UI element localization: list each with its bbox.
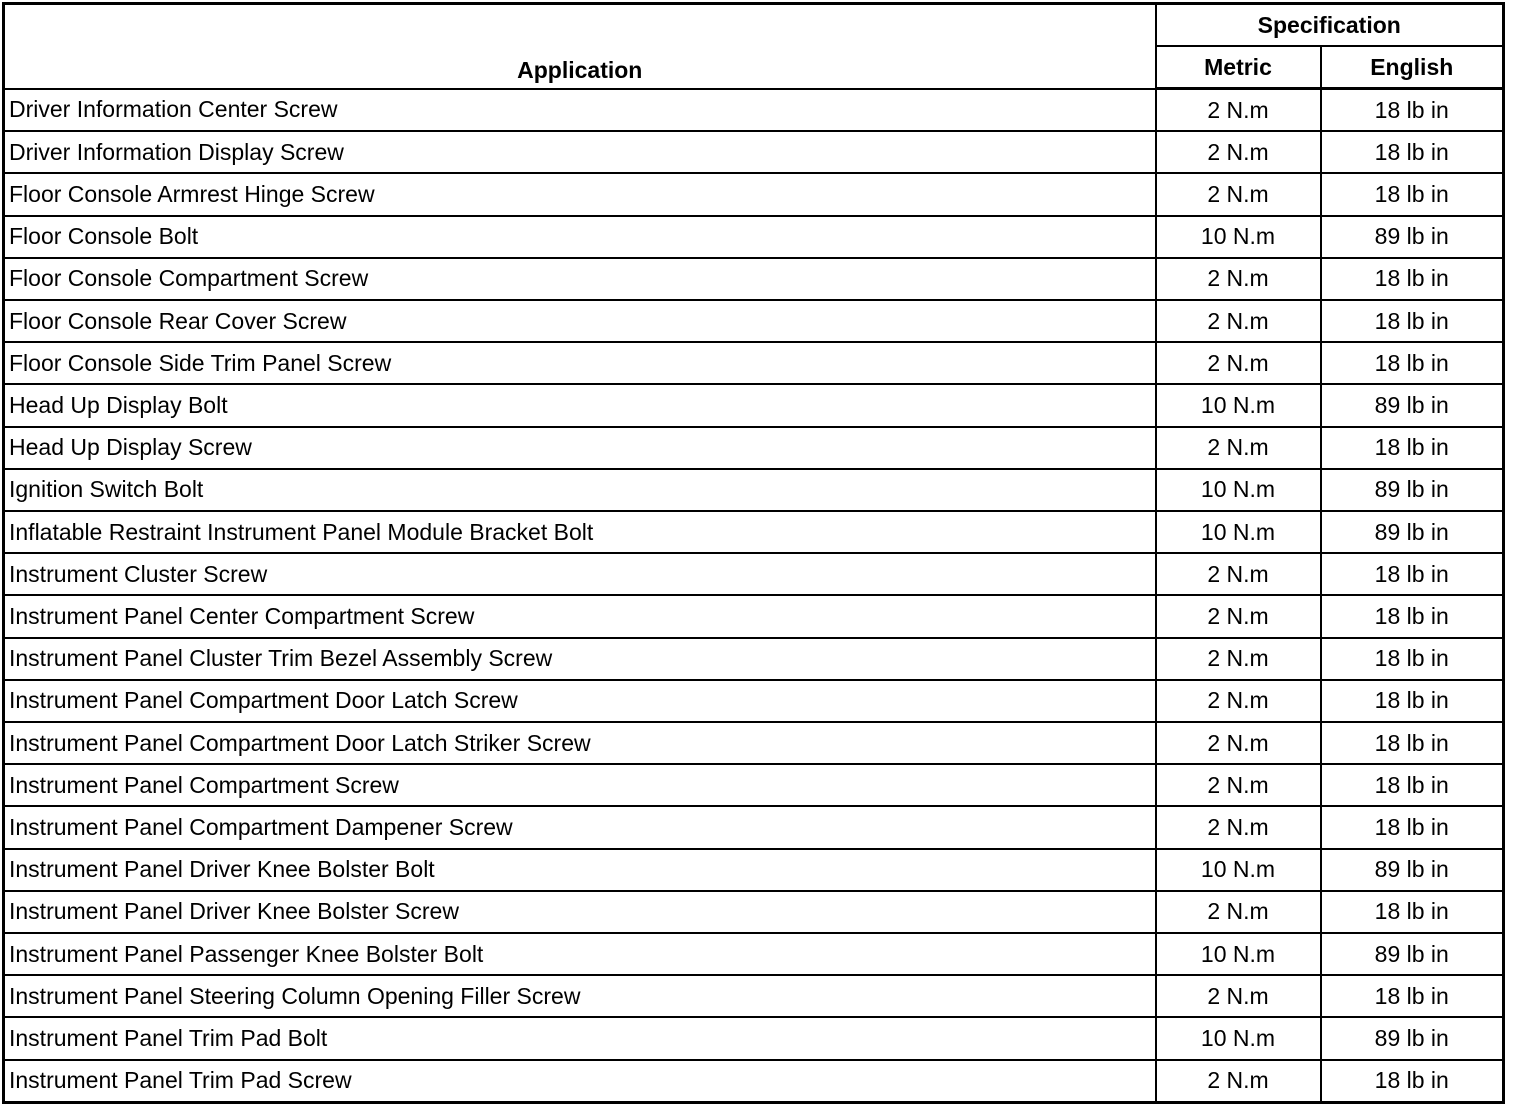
metric-cell: 10 N.m (1156, 216, 1321, 258)
application-cell: Instrument Panel Compartment Door Latch Striker Screw (4, 722, 1156, 764)
metric-cell: 2 N.m (1156, 975, 1321, 1017)
application-cell: Instrument Panel Compartment Door Latch Screw (4, 680, 1156, 722)
table-row (4, 891, 1504, 933)
metric-cell: 2 N.m (1156, 300, 1321, 342)
table-row (4, 131, 1504, 173)
english-cell: 89 lb in (1321, 511, 1504, 553)
metric-cell: 2 N.m (1156, 1060, 1321, 1103)
english-cell: 18 lb in (1321, 595, 1504, 637)
english-cell: 18 lb in (1321, 300, 1504, 342)
english-header: English (1321, 46, 1504, 89)
metric-cell: 10 N.m (1156, 384, 1321, 426)
english-cell: 89 lb in (1321, 1017, 1504, 1059)
metric-cell: 2 N.m (1156, 891, 1321, 933)
english-cell: 18 lb in (1321, 1060, 1504, 1103)
metric-cell: 2 N.m (1156, 595, 1321, 637)
metric-cell: 2 N.m (1156, 89, 1321, 132)
metric-cell: 2 N.m (1156, 131, 1321, 173)
metric-cell: 2 N.m (1156, 258, 1321, 300)
application-cell: Instrument Panel Compartment Screw (4, 764, 1156, 806)
metric-cell: 10 N.m (1156, 469, 1321, 511)
application-cell: Instrument Panel Trim Pad Bolt (4, 1017, 1156, 1059)
english-cell: 18 lb in (1321, 764, 1504, 806)
application-cell: Instrument Panel Cluster Trim Bezel Assembly Screw (4, 638, 1156, 680)
metric-header: Metric (1156, 46, 1321, 89)
metric-cell: 2 N.m (1156, 342, 1321, 384)
english-cell: 89 lb in (1321, 469, 1504, 511)
metric-cell: 10 N.m (1156, 1017, 1321, 1059)
application-cell: Floor Console Compartment Screw (4, 258, 1156, 300)
english-cell: 89 lb in (1321, 216, 1504, 258)
metric-cell: 2 N.m (1156, 427, 1321, 469)
english-cell: 89 lb in (1321, 384, 1504, 426)
metric-cell: 2 N.m (1156, 638, 1321, 680)
application-cell: Instrument Panel Center Compartment Screw (4, 595, 1156, 637)
english-cell: 18 lb in (1321, 975, 1504, 1017)
application-cell: Instrument Panel Steering Column Opening Filler Screw (4, 975, 1156, 1017)
application-cell: Inflatable Restraint Instrument Panel Module Bracket Bolt (4, 511, 1156, 553)
table-row (4, 173, 1504, 215)
table-row (4, 806, 1504, 848)
application-cell: Instrument Panel Driver Knee Bolster Screw (4, 891, 1156, 933)
english-cell: 18 lb in (1321, 638, 1504, 680)
table-row (4, 722, 1504, 764)
metric-cell: 2 N.m (1156, 173, 1321, 215)
application-cell: Floor Console Armrest Hinge Screw (4, 173, 1156, 215)
table-header (4, 4, 1504, 89)
english-cell: 18 lb in (1321, 131, 1504, 173)
table-row (4, 764, 1504, 806)
english-cell: 18 lb in (1321, 89, 1504, 132)
table-row (4, 216, 1504, 258)
torque-spec-table (2, 2, 1505, 1104)
metric-cell: 2 N.m (1156, 764, 1321, 806)
metric-cell: 2 N.m (1156, 680, 1321, 722)
table-row (4, 427, 1504, 469)
english-cell: 89 lb in (1321, 849, 1504, 891)
english-cell: 18 lb in (1321, 258, 1504, 300)
table-row (4, 680, 1504, 722)
english-cell: 18 lb in (1321, 806, 1504, 848)
english-cell: 18 lb in (1321, 553, 1504, 595)
table-row (4, 511, 1504, 553)
table-row (4, 849, 1504, 891)
english-cell: 18 lb in (1321, 891, 1504, 933)
metric-cell: 2 N.m (1156, 722, 1321, 764)
english-cell: 18 lb in (1321, 680, 1504, 722)
application-cell: Floor Console Side Trim Panel Screw (4, 342, 1156, 384)
specification-header: Specification (1156, 4, 1504, 47)
english-cell: 18 lb in (1321, 342, 1504, 384)
english-cell: 18 lb in (1321, 722, 1504, 764)
metric-cell: 2 N.m (1156, 806, 1321, 848)
application-cell: Instrument Panel Driver Knee Bolster Bolt (4, 849, 1156, 891)
english-cell: 18 lb in (1321, 173, 1504, 215)
table-row (4, 595, 1504, 637)
application-cell: Head Up Display Screw (4, 427, 1156, 469)
english-cell: 18 lb in (1321, 427, 1504, 469)
table-row (4, 258, 1504, 300)
table-row (4, 342, 1504, 384)
application-cell: Driver Information Center Screw (4, 89, 1156, 132)
application-cell: Instrument Panel Compartment Dampener Screw (4, 806, 1156, 848)
application-cell: Instrument Panel Passenger Knee Bolster Bolt (4, 933, 1156, 975)
application-cell: Ignition Switch Bolt (4, 469, 1156, 511)
table-row (4, 384, 1504, 426)
metric-cell: 2 N.m (1156, 553, 1321, 595)
table-row (4, 1017, 1504, 1059)
metric-cell: 10 N.m (1156, 933, 1321, 975)
header-row-top (4, 4, 1504, 47)
english-cell: 89 lb in (1321, 933, 1504, 975)
table-row (4, 89, 1504, 132)
table-row (4, 1060, 1504, 1103)
application-cell: Floor Console Rear Cover Screw (4, 300, 1156, 342)
application-cell: Driver Information Display Screw (4, 131, 1156, 173)
table-row (4, 638, 1504, 680)
table-row (4, 469, 1504, 511)
metric-cell: 10 N.m (1156, 511, 1321, 553)
table-row (4, 975, 1504, 1017)
table-body (4, 89, 1504, 1103)
metric-cell: 10 N.m (1156, 849, 1321, 891)
application-cell: Instrument Panel Trim Pad Screw (4, 1060, 1156, 1103)
table-row (4, 933, 1504, 975)
table-row (4, 300, 1504, 342)
table-row (4, 553, 1504, 595)
application-cell: Floor Console Bolt (4, 216, 1156, 258)
application-cell: Head Up Display Bolt (4, 384, 1156, 426)
application-header: Application (4, 4, 1156, 89)
application-cell: Instrument Cluster Screw (4, 553, 1156, 595)
